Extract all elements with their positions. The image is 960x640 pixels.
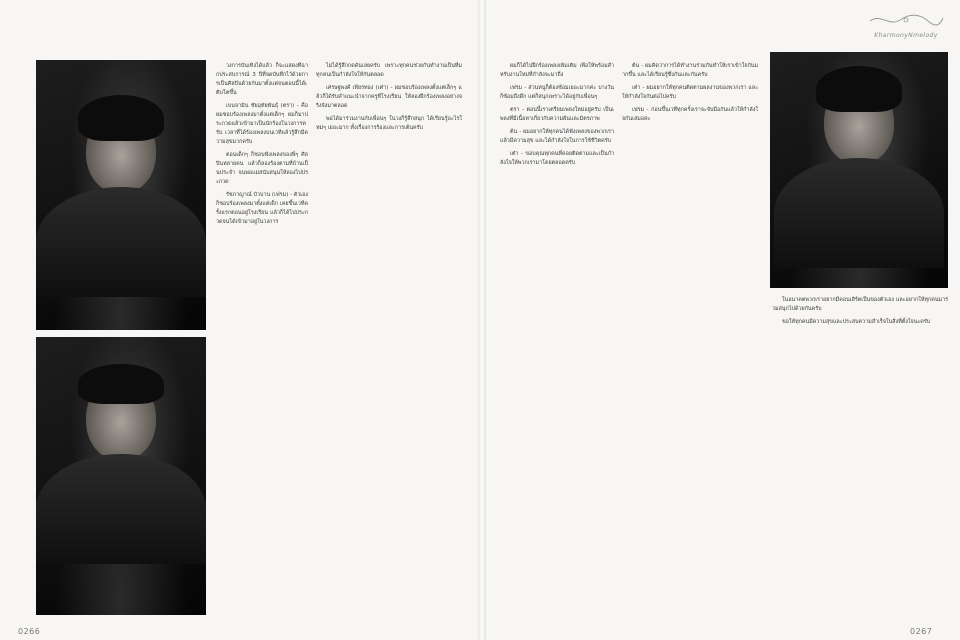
- portrait-photo-boy-top: [36, 60, 206, 330]
- page-number-right: 0267: [910, 627, 933, 636]
- brand-logo-text: KharmonyNmelody: [874, 32, 938, 39]
- column-4-paragraph-3: เฟรม - ก่อนขึ้นเวทีทุกครั้งเราจะจับมือกันแล้วให้กำลังใจกันเสมอค่ะ: [622, 107, 758, 122]
- brand-logo: [866, 12, 946, 39]
- portrait-photo-boy-right: [770, 52, 948, 288]
- article-column-3: [500, 62, 614, 612]
- column-1-paragraph-4: รัชภาญาณ์ บัวบาน (เฟรม) - ตัวเองก็ชอบร้องเพลงมาตั้งแต่เด็ก เคยขึ้นเวทีครั้งแรกตอนอยู่โรงเรียน แล้วก็ได้ไปประกวดจนได้เข้ามาอยู่ในวงการ: [216, 192, 308, 225]
- column-1-paragraph-1: วงการบันเทิงได้แล้ว ก็จะแสดงที่ฉากประสบการณ์ 3 ปีที่จดบันทึกไว้ด้วยการเป็นศิลปินด้วยกันมาตั้งแต่จนตอนนี้ได้เติบโตขึ้น: [216, 63, 308, 96]
- column-3-paragraph-4: ต้น - ผมอยากให้ทุกคนได้ฟังเพลงของพวกเราแล้วมีความสุข และได้กำลังใจในการใช้ชีวิตครับ: [500, 129, 614, 144]
- column-3-paragraph-5: เต๋า - ขอบคุณทุกคนที่คอยติดตามและเป็นกำลังใจให้พวกเรามาโดยตลอดครับ: [500, 151, 614, 166]
- column-4-paragraph-2: เต๋า - ผมอยากให้ทุกคนติดตามผลงานของพวกเรา และให้กำลังใจกันต่อไปครับ: [622, 85, 758, 100]
- column-5-paragraph-2: ขอให้ทุกคนมีความสุขและประสบความสำเร็จในสิ่งที่ตั้งใจนะครับ: [782, 319, 931, 325]
- column-1-paragraph-2: เบนจามิน ชัยอุทัยพันธุ์ (ตรา) - คือผมชอบร้องเพลงมาตั้งแต่เด็กๆ ผมก็มาประกวดแล้วเข้ามาเป็นนักร้องในวงการครับ เวลาที่ได้ร้องเพลงบนเวทีแล้วรู้สึกมีความสุขมากครับ: [216, 103, 308, 145]
- column-3-paragraph-2: เฟรม - ส่วนหนูก็ต้องซ้อมเยอะมากค่ะ บางวันก็ซ้อมถึงดึก แต่ก็สนุกเพราะได้อยู่กับเพื่อนๆ: [500, 85, 614, 100]
- column-1-paragraph-3: ตอนเด็กๆ ก็ชอบฟังเพลงของพี่ๆ ศิลปินหลายคน แล้วก็ลองร้องตามที่บ้านเป็นประจำ จนพ่อแม่สนับสนุนให้ลองไปประกวด: [216, 152, 308, 185]
- portrait-photo-girl-bottom: [36, 337, 206, 615]
- column-4-paragraph-1: ต้น - ผมคิดว่าการได้ทำงานร่วมกันทำให้เราเข้าใจกันมากขึ้น และได้เรียนรู้ซึ่งกันและกันครับ: [622, 63, 758, 78]
- column-3-paragraph-3: ตรา - ตอนนี้เราเตรียมเพลงใหม่อยู่ครับ เป็นเพลงที่มีเนื้อหาเกี่ยวกับความฝันและมิตรภาพ: [500, 107, 614, 122]
- page-number-left: 0266: [18, 627, 41, 636]
- article-column-5: [772, 296, 948, 612]
- column-2-paragraph-3: พอได้มาร่วมงานกับเพื่อนๆ ในวงก็รู้สึกสนุก ได้เรียนรู้อะไรใหม่ๆ เยอะมาก ทั้งเรื่องการร้องและการเต้นครับ: [316, 116, 462, 131]
- ornament-flourish-icon: [866, 12, 946, 28]
- page-spine: [478, 0, 486, 640]
- article-column-2: [316, 62, 462, 612]
- article-column-1: [216, 62, 308, 612]
- column-2-paragraph-2: เศรษฐพงศ์ เพียรทอง (เต๋า) - ผมชอบร้องเพลงตั้งแต่เล็กๆ แล้วก็ได้รับคำแนะนำจากครูที่โรงเรียน ให้ลองฝึกร้องเพลงอย่างจริงจังมาตลอด: [316, 85, 462, 109]
- column-5-paragraph-1: ในอนาคตพวกเราอยากมีคอนเสิร์ตเป็นของตัวเอง และอยากให้ทุกคนมาร่วมสนุกไปด้วยกันครับ: [772, 297, 948, 312]
- column-2-paragraph-1: ไม่ได้รู้สึกกดดันเลยครับ เพราะทุกคนช่วยกันทำงานเป็นทีม ทุกคนเป็นกำลังใจให้กันตลอด: [316, 63, 462, 78]
- column-3-paragraph-1: ผมก็ได้ไปฝึกร้องเพลงเพิ่มเติม เพื่อให้พร้อมสำหรับงานใหม่ที่กำลังจะมาถึง: [500, 63, 614, 78]
- article-column-4: [622, 62, 758, 612]
